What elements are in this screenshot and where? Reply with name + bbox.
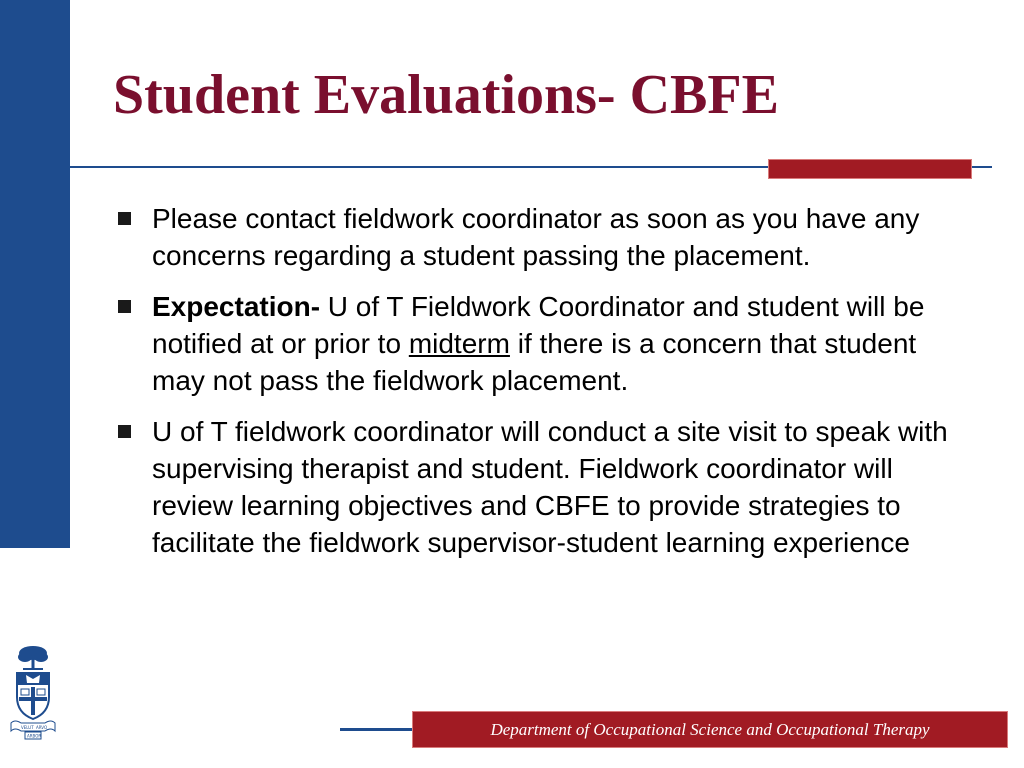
footer-department-text: Department of Occupational Science and Occupational Therapy [490, 719, 930, 739]
square-bullet-icon [118, 212, 131, 225]
crest-motto-bottom: ARBOR [27, 733, 42, 739]
bullet-list [110, 200, 970, 575]
bullet-item-1 [110, 200, 970, 274]
crest-motto-right: ARVO [36, 725, 48, 730]
slide-title: Student Evaluations- CBFE [113, 64, 779, 126]
bullet-2-text-before: U of T Fieldwork Coordinator and student will be notified at or prior to [152, 291, 925, 359]
bullet-item-2 [110, 288, 970, 399]
square-bullet-icon [118, 300, 131, 313]
crest-motto-left: VELUT [21, 725, 34, 730]
bullet-3-text: U of T fieldwork coordinator will conduct a site visit to speak with supervising therapist and student. Fieldwork coordinator will review learning objectives and CBFE to provide strategies to facilitate the fieldwork supervisor-student learning experience [152, 416, 948, 558]
bullet-2-midterm: midterm [408, 328, 510, 359]
left-sidebar-bar [0, 0, 70, 548]
bullet-1-text: Please contact fieldwork coordinator as soon as you have any concerns regarding a student passing the placement. [152, 203, 920, 271]
footer-banner [412, 711, 1008, 748]
footer-divider-line [340, 728, 412, 731]
university-crest-logo [9, 643, 57, 741]
bullet-2-lead: Expectation- [152, 291, 321, 322]
square-bullet-icon [118, 425, 131, 438]
bullet-2-text-after: if there is a concern that student may not pass the fieldwork placement. [152, 328, 917, 396]
title-accent-block [768, 159, 972, 179]
bullet-item-3 [110, 413, 970, 561]
